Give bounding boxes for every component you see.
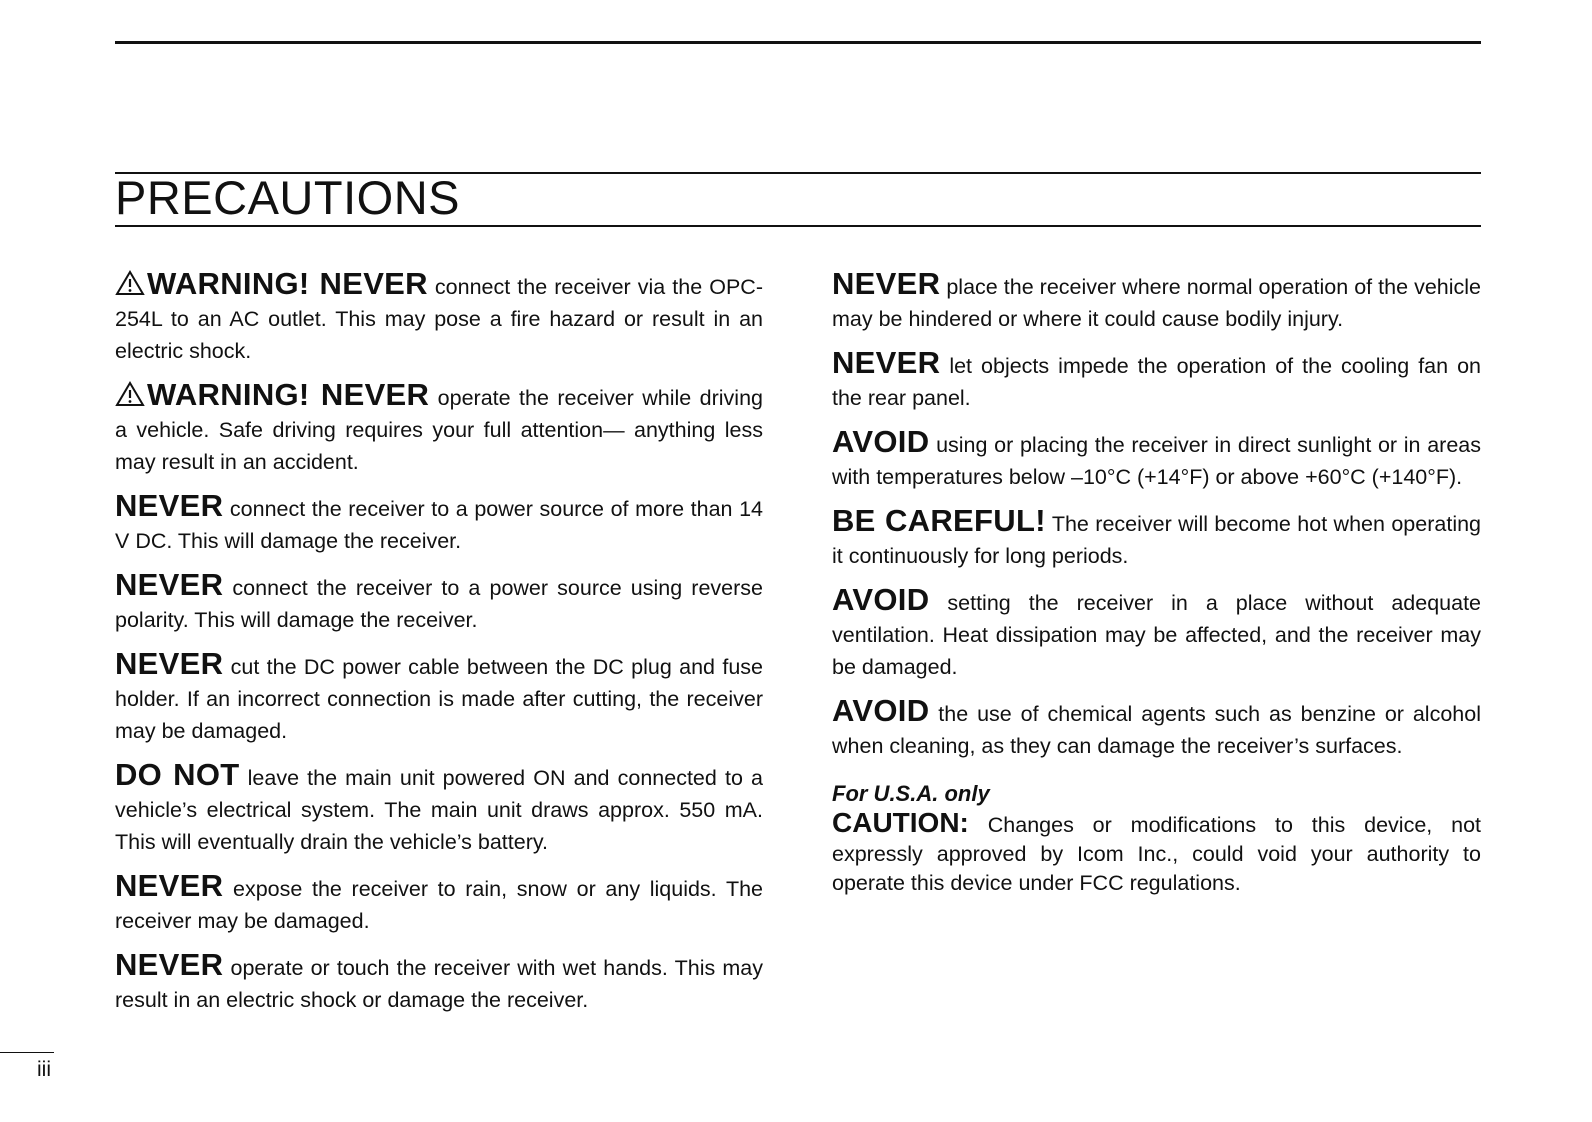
usa-notice-label: For U.S.A. only xyxy=(832,781,990,806)
precaution-item xyxy=(115,648,763,747)
precaution-keyword: BE CAREFUL! xyxy=(832,503,1046,538)
page-title: PRECAUTIONS xyxy=(115,171,460,224)
precaution-keyword: NEVER xyxy=(115,567,224,602)
precaution-item xyxy=(115,569,763,636)
precaution-text: The receiver will become hot when operating it continuously for long periods. xyxy=(832,512,1482,568)
precaution-text: operate the receiver while driving a vehicle. Safe driving requires your full attention— anything less may result in an accident. xyxy=(115,386,764,474)
header-rule xyxy=(115,41,1481,44)
precaution-text: let objects impede the operation of the cooling fan on the rear panel. xyxy=(832,354,1481,410)
usa-notice xyxy=(832,780,1481,898)
page-number: iii xyxy=(37,1058,51,1081)
precaution-text: the use of chemical agents such as benzine or alcohol when cleaning, as they can damage the receiver’s surfaces. xyxy=(832,702,1481,758)
precaution-item xyxy=(115,379,763,478)
precaution-keyword: NEVER xyxy=(115,947,224,982)
precaution-keyword: WARNING! NEVER xyxy=(147,377,430,412)
precaution-text: cut the DC power cable between the DC plug and fuse holder. If an incorrect connection is made after cutting, the receiver may be damaged. xyxy=(115,655,763,743)
precaution-keyword: NEVER xyxy=(115,488,224,523)
precaution-text: operate or touch the receiver with wet hands. This may result in an electric shock or damage the receiver. xyxy=(115,956,763,1012)
warning-triangle-icon xyxy=(115,381,145,407)
precaution-keyword: NEVER xyxy=(832,345,941,380)
precaution-text: using or placing the receiver in direct sunlight or in areas with temperatures below –10°C (+14°F) or above +60°C (+140°F). xyxy=(832,433,1481,489)
precaution-keyword: AVOID xyxy=(832,693,930,728)
precaution-text: setting the receiver in a place without adequate ventilation. Heat dissipation may be affected, and the receiver may be damaged. xyxy=(832,591,1481,679)
caution-paragraph xyxy=(832,808,1481,898)
precaution-item xyxy=(115,490,763,557)
precaution-text: connect the receiver to a power source of more than 14 V DC. This will damage the receiver. xyxy=(115,497,764,553)
precaution-keyword: NEVER xyxy=(115,868,224,903)
precaution-item xyxy=(832,695,1481,762)
precaution-keyword: DO NOT xyxy=(115,757,240,792)
precaution-keyword: NEVER xyxy=(115,646,224,681)
precaution-item xyxy=(115,268,763,367)
title-bottom-rule xyxy=(115,225,1481,227)
precaution-item xyxy=(832,426,1481,493)
precaution-keyword: AVOID xyxy=(832,582,930,617)
footer-rule xyxy=(0,1052,54,1053)
left-column xyxy=(115,268,763,1028)
precaution-item xyxy=(832,268,1481,335)
precaution-item xyxy=(832,505,1481,572)
precaution-text: place the receiver where normal operation of the vehicle may be hindered or where it could cause bodily injury. xyxy=(832,275,1481,331)
precaution-item xyxy=(832,347,1481,414)
precaution-item xyxy=(115,949,763,1016)
precaution-keyword: AVOID xyxy=(832,424,930,459)
precaution-text: connect the receiver via the OPC-254L to an AC outlet. This may pose a fire hazard or result in an electric shock. xyxy=(115,275,763,363)
right-column xyxy=(832,268,1481,898)
warning-triangle-icon xyxy=(115,270,145,296)
precaution-text: leave the main unit powered ON and connected to a vehicle’s electrical system. The main unit draws approx. 550 mA. This will eventually drain the vehicle’s battery. xyxy=(115,766,763,854)
caution-text: Changes or modifications to this device, not expressly approved by Icom Inc., could void your authority to operate this device under FCC regulations. xyxy=(832,813,1481,895)
precaution-text: connect the receiver to a power source using reverse polarity. This will damage the receiver. xyxy=(115,576,763,632)
precaution-keyword: NEVER xyxy=(832,266,941,301)
precaution-keyword: WARNING! NEVER xyxy=(147,266,428,301)
precaution-text: expose the receiver to rain, snow or any liquids. The receiver may be damaged. xyxy=(115,877,763,933)
caution-keyword: CAUTION: xyxy=(832,807,969,838)
precaution-item xyxy=(115,870,763,937)
precaution-item xyxy=(832,584,1481,683)
precaution-item xyxy=(115,759,763,858)
